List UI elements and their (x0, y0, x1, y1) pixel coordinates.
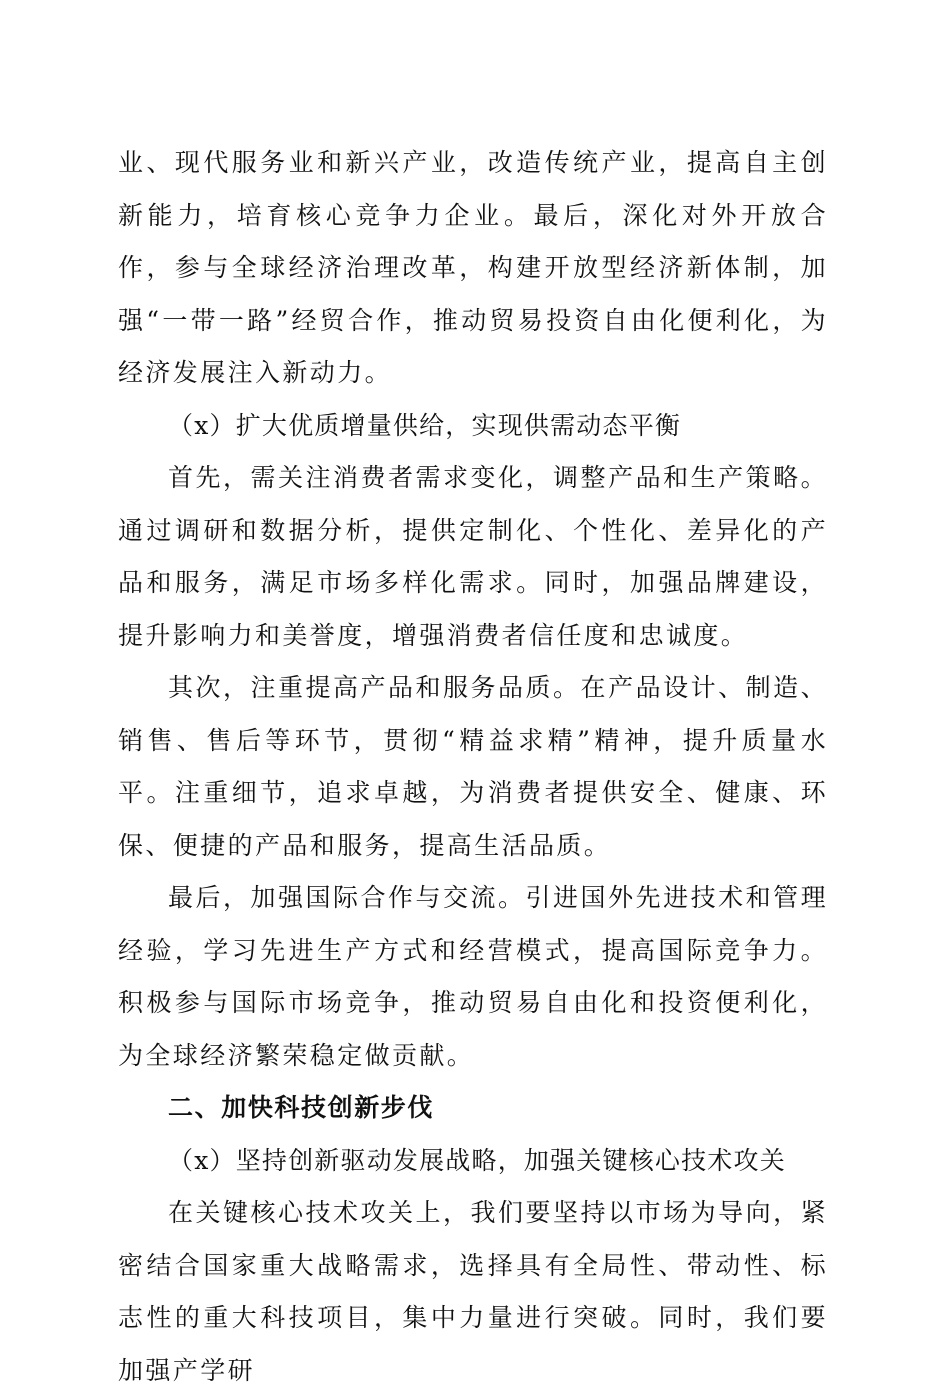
body-paragraph: 最后，加强国际合作与交流。引进国外先进技术和管理经验，学习先进生产方式和经营模式，提高国际竞争力。积极参与国际市场竞争，推动贸易自由化和投资便利化，为全球经济繁荣稳定做贡献。 (118, 883, 828, 1070)
section-subheading: （x）坚持创新驱动发展战略，加强关键核心技术攻关 (168, 1145, 786, 1175)
document-body (118, 137, 828, 1397)
continuation-paragraph: 业、现代服务业和新兴产业，改造传统产业，提高自主创新能力，培育核心竞争力企业。最后，深化对外开放合作，参与全球经济治理改革，构建开放型经济新体制，加强“一带一路”经贸合作，推动贸易投资自由化便利化，为经济发展注入新动力。 (118, 148, 828, 387)
body-paragraph: 在关键核心技术攻关上，我们要坚持以市场为导向，紧密结合国家重大战略需求，选择具有全局性、带动性、标志性的重大科技项目，集中力量进行突破。同时，我们要加强产学研 (118, 1198, 828, 1385)
body-paragraph: 其次，注重提高产品和服务品质。在产品设计、制造、销售、售后等环节，贯彻“精益求精”精神，提升质量水平。注重细节，追求卓越，为消费者提供安全、健康、环保、便捷的产品和服务，提高生活品质。 (118, 673, 828, 860)
section-subheading: （x）扩大优质增量供给，实现供需动态平衡 (168, 410, 682, 440)
body-paragraph: 首先，需关注消费者需求变化，调整产品和生产策略。通过调研和数据分析，提供定制化、个性化、差异化的产品和服务，满足市场多样化需求。同时，加强品牌建设，提升影响力和美誉度，增强消费者信任度和忠诚度。 (118, 463, 828, 650)
section-heading: 二、加快科技创新步伐 (168, 1093, 435, 1122)
